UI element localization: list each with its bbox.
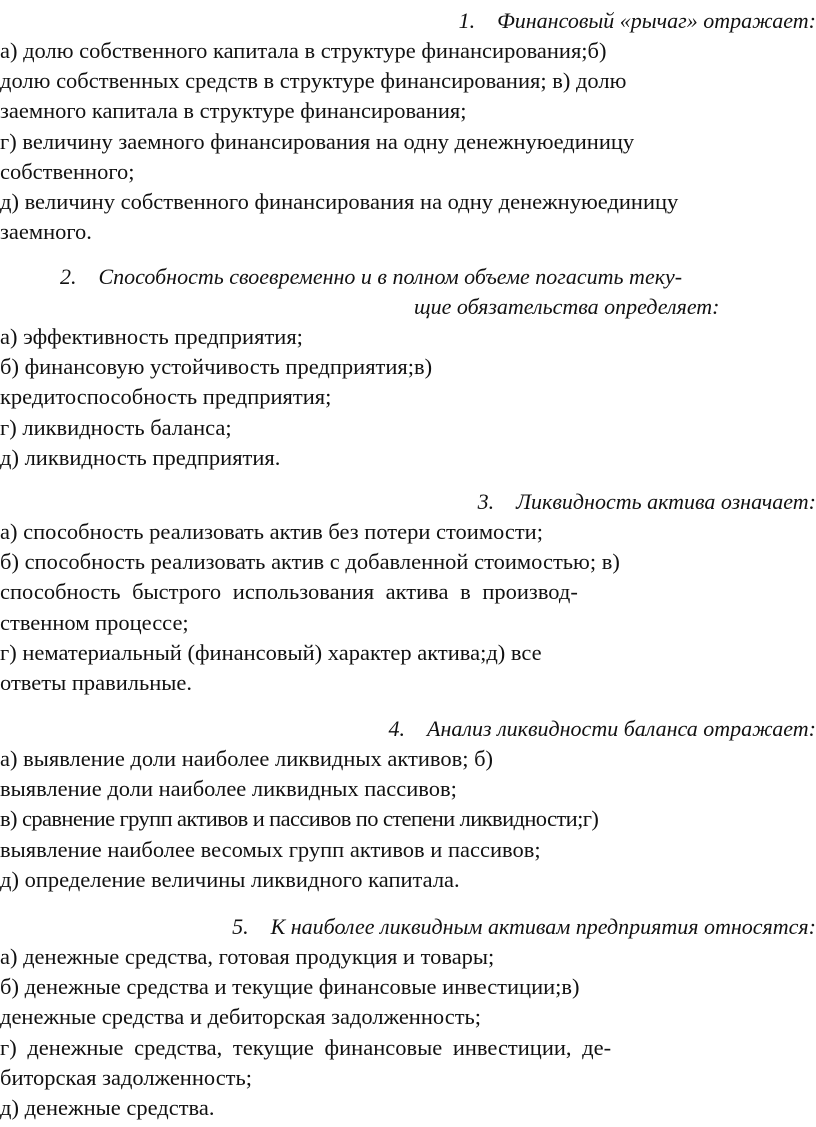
question-2-number: 2. [60, 264, 77, 289]
question-5-number: 5. [232, 914, 249, 939]
question-2-text-line2: щие обязательства определяет: [414, 294, 720, 319]
question-5-text: К наиболее ликвидным активам предприятия относятся: [270, 914, 816, 939]
answer-line: заемного. [0, 219, 92, 245]
answer-line: а) выявление доли наиболее ликвидных активов; б) [0, 746, 494, 771]
answer-line: выявление наиболее весомых групп активов и пассивов; [0, 836, 541, 862]
answer-line: а) денежные средства, готовая продукция и товары; [0, 944, 495, 969]
answer-line: биторская задолженность; [0, 1064, 253, 1090]
answer-line: выявление доли наиболее ликвидных пассивов; [0, 776, 457, 802]
question-3-title [0, 487, 816, 517]
answer-line: долю собственных средств в структуре финансирования; в) долю [0, 68, 627, 94]
answer-line: заемного капитала в структуре финансирования; [0, 98, 467, 124]
answer-line: кредитоспособность предприятия; [0, 384, 332, 410]
answer-line: д) денежные средства. [0, 1095, 215, 1121]
question-3-number: 3. [477, 489, 495, 514]
answer-line: б) способность реализовать актив с добавленной стоимостью; в) [0, 549, 620, 575]
question-4-number: 4. [388, 716, 406, 741]
answer-line: д) определение величины ликвидного капитала. [0, 866, 460, 892]
answer-line: г) величину заемного финансирования на одну денежнуюединицу [0, 128, 635, 154]
question-3-text: Ликвидность актива означает: [516, 489, 816, 514]
answer-line: а) эффективность предприятия; [0, 324, 303, 349]
answer-line: б) денежные средства и текущие финансовые инвестиции;в) [0, 974, 580, 1000]
question-1 [0, 6, 816, 247]
question-3 [0, 487, 816, 698]
answer-line: г) ликвидность баланса; [0, 414, 232, 440]
question-1-text: Финансовый «рычаг» отражает: [497, 8, 816, 33]
question-5-title [0, 912, 816, 942]
question-5 [0, 912, 816, 1123]
answer-line: в) сравнение групп активов и пассивов по степени ликвидности;г) [0, 806, 599, 832]
question-4-title [0, 714, 816, 744]
question-2-title [0, 262, 816, 292]
question-1-number: 1. [458, 8, 476, 33]
answer-line: б) финансовую устойчивость предприятия;в) [0, 354, 433, 380]
question-1-title [0, 6, 816, 36]
question-2 [0, 262, 816, 473]
answer-line: г) денежные средства, текущие финансовые инвестиции, де- [0, 1034, 612, 1060]
answer-line: способность быстрого использования актива в производ- [0, 579, 578, 605]
answer-line: собственного; [0, 158, 135, 184]
answer-line: ственном процессе; [0, 609, 189, 635]
answer-line: а) долю собственного капитала в структуре финансирования;б) [0, 38, 607, 63]
answer-line: г) нематериальный (финансовый) характер актива;д) все [0, 639, 542, 665]
question-2-title-cont [0, 292, 816, 322]
question-4 [0, 714, 816, 895]
answer-line: д) ликвидность предприятия. [0, 444, 281, 470]
answer-line: д) величину собственного финансирования на одну денежнуюединицу [0, 189, 679, 215]
question-4-text: Анализ ликвидности баланса отражает: [427, 716, 816, 741]
answer-line: денежные средства и дебиторская задолженность; [0, 1004, 482, 1030]
answer-line: ответы правильные. [0, 670, 193, 696]
question-2-text-line1: Способность своевременно и в полном объеме погасить теку- [98, 264, 683, 289]
answer-line: а) способность реализовать актив без потери стоимости; [0, 519, 543, 544]
